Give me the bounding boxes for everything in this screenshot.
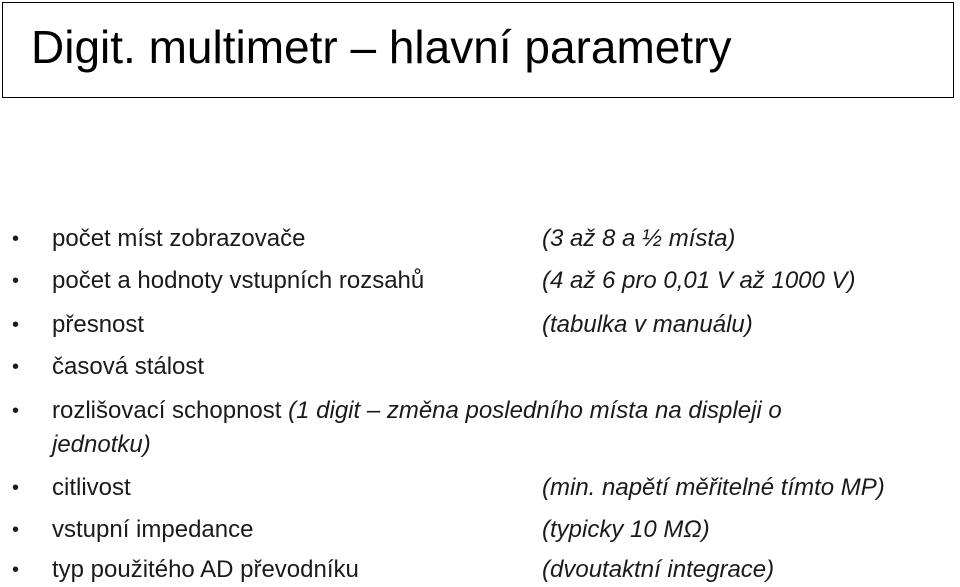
parameter-value: (tabulka v manuálu) bbox=[542, 311, 753, 338]
list-item bbox=[0, 394, 960, 462]
parameter-description-continued: jednotku) bbox=[52, 431, 151, 458]
list-item bbox=[0, 471, 960, 505]
bullet: • bbox=[12, 314, 20, 336]
parameter-label: počet a hodnoty vstupních rozsahů bbox=[52, 267, 425, 294]
bullet: • bbox=[12, 477, 20, 499]
parameter-value: (dvoutaktní integrace) bbox=[542, 556, 775, 583]
parameter-line bbox=[52, 394, 782, 428]
parameter-value: (typicky 10 MΩ) bbox=[542, 516, 710, 543]
page-title: Digit. multimetr – hlavní parametry bbox=[31, 21, 732, 73]
list-item bbox=[0, 553, 960, 587]
parameter-label: přesnost bbox=[52, 311, 145, 338]
parameter-value: (3 až 8 a ½ místa) bbox=[542, 225, 736, 252]
parameter-description: (1 digit – změna posledního místa na displeji o bbox=[288, 397, 782, 424]
list-item bbox=[0, 308, 960, 342]
parameter-label: typ použitého AD převodníku bbox=[52, 556, 359, 583]
title-box bbox=[2, 2, 954, 98]
parameter-label: vstupní impedance bbox=[52, 516, 254, 543]
list-item bbox=[0, 513, 960, 547]
bullet: • bbox=[12, 559, 20, 581]
list-item bbox=[0, 264, 960, 298]
bullet: • bbox=[12, 356, 20, 378]
bullet: • bbox=[12, 400, 20, 422]
bullet: • bbox=[12, 519, 20, 541]
list-item bbox=[0, 222, 960, 256]
parameter-value: (min. napětí měřitelné tímto MP) bbox=[542, 474, 885, 501]
parameter-label: rozlišovací schopnost bbox=[52, 397, 282, 424]
parameter-label: citlivost bbox=[52, 474, 131, 501]
bullet: • bbox=[12, 228, 20, 250]
parameter-label: časová stálost bbox=[52, 353, 205, 380]
parameter-value: (4 až 6 pro 0,01 V až 1000 V) bbox=[542, 267, 856, 294]
list-item bbox=[0, 350, 960, 384]
bullet: • bbox=[12, 270, 20, 292]
parameter-label: počet míst zobrazovače bbox=[52, 225, 306, 252]
